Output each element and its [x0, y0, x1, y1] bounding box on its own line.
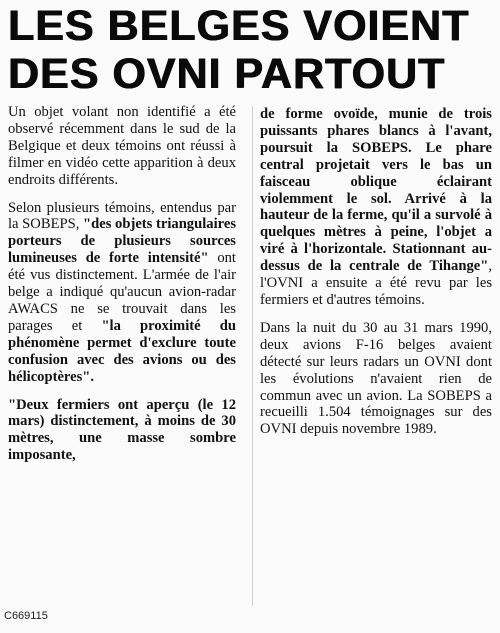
paragraph-witnesses	[8, 200, 236, 386]
headline	[8, 2, 494, 98]
right-column	[260, 106, 492, 449]
farmers-quote-start: "Deux fermiers ont aperçu (le 12 mars) distinctement, à moins de 30 mètres, une masse sombre imposante,	[8, 396, 236, 464]
headline-line-1: LES BELGES VOIENT	[8, 2, 470, 50]
witnesses-quote-a: "des objets triangulaires porteurs de plusieurs sources lumineuses de forte intensité"	[8, 216, 236, 267]
paragraph-farmers-start	[8, 397, 236, 465]
left-column	[8, 104, 236, 475]
column-divider	[252, 106, 253, 606]
witnesses-text-b: ont été vus distinctement. L'armée de l'air belge a indiqué qu'aucun avion-radar AWACS ne se trouvait dans les parages et	[8, 250, 236, 334]
paragraph-intro: Un objet volant non identifié a été observé récemment dans le sud de la Belgique et deux témoins ont réussi à filmer en vidéo cette apparition à deux endroits différents.	[8, 104, 236, 188]
paragraph-farmers-continued	[260, 106, 492, 309]
farmers-quote-continued: de forme ovoïde, munie de trois puissants phares blancs à l'avant, poursuit la SOBEPS. Le phare central projetait vers le bas un faisceau oblique éclairant violemment le sol. Arrivé à la hauteur de la ferme, qu'il a survolé à quelques mètres à peine, l'objet a viré à l'horizontale. Stationnant au-dessus de la centrale de Tihange"	[260, 106, 492, 275]
witnesses-quote-b: "la proximité du phénomène permet d'exclure toute confusion avec des avions ou des hélicoptères".	[8, 317, 236, 385]
reference-number: C669115	[4, 610, 48, 622]
headline-line-2: DES OVNI PARTOUT	[8, 50, 446, 98]
paragraph-f16: Dans la nuit du 30 au 31 mars 1990, deux avions F-16 belges avaient détecté sur leurs radars un OVNI dont les évolutions n'avaient rien de commun avec un avion. La SOBEPS a recueilli 1.504 témoignages sur des OVNI depuis novembre 1989.	[260, 319, 492, 438]
farmers-text-end: , l'OVNI a ensuite a été revu par les fermiers et d'autres témoins.	[260, 258, 492, 308]
witnesses-text-a: Selon plusieurs témoins, entendus par la SOBEPS,	[8, 199, 236, 233]
